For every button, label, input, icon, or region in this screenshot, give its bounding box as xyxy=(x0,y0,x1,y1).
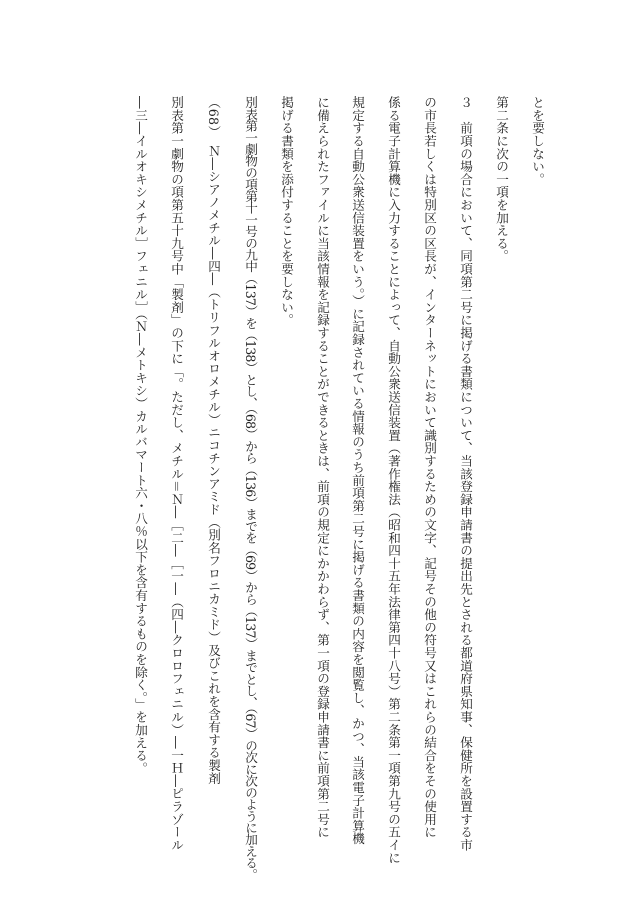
text-line-7: に備えられたファイルに当該情報を記録することができるときは、前項の規定にかかわらず、第一項の登録申請書に前項第二号に xyxy=(315,96,330,839)
text-line-11: 別表第一劇物の項第五十九号中「製剤」の下に「。ただし、メチル＝Ｎ―［二―［一―（四―クロロフェニル）―一Ｈ―ピラゾール xyxy=(169,96,184,852)
text-line-1: とを要しない。 xyxy=(530,96,545,186)
text-line-4: の市長若しくは特別区の区長が、インターネットにおいて識別するための文字、記号その他の符号又はこれらの結合をその使用に xyxy=(422,96,437,839)
text-line-6: 規定する自動公衆送信装置をいう。）に記録されている情報のうち前項第二号に掲げる書類の内容を閲覧し、かつ、当該電子計算機 xyxy=(350,96,365,845)
text-line-8: 掲げる書類を添付することを要しない。 xyxy=(279,96,294,327)
text-line-9: 別表第一劇物の項第十一号の九中（137）を（138）とし、（68）から（136）までを（69）から（137）までとし、（67）の次に次のように加える。 xyxy=(243,96,258,880)
text-line-5: 係る電子計算機に入力することによって、自動公衆送信装置（著作権法（昭和四十五年法律第四十八号）第二条第一項第九号の五イに xyxy=(386,96,401,864)
text-line-2: 第二条に次の一項を加える。 xyxy=(494,96,509,263)
text-line-12: ―三―イルオキシメチル］フェニル］（Ｎ―メトキシ）カルバマート六・八％以下を含有するものを除く。」を加える。 xyxy=(133,96,148,775)
text-line-3: ３ 前項の場合において、同項第二号に掲げる書類について、当該登録申請書の提出先とされる都道府県知事、保健所を設置する市 xyxy=(458,96,473,852)
text-line-10: （68） Ｎ―シアノメチル―四―（トリフルオロメチル）ニコチンアミド（別名フロニカミド）及びこれを含有する製剤 xyxy=(206,96,221,785)
